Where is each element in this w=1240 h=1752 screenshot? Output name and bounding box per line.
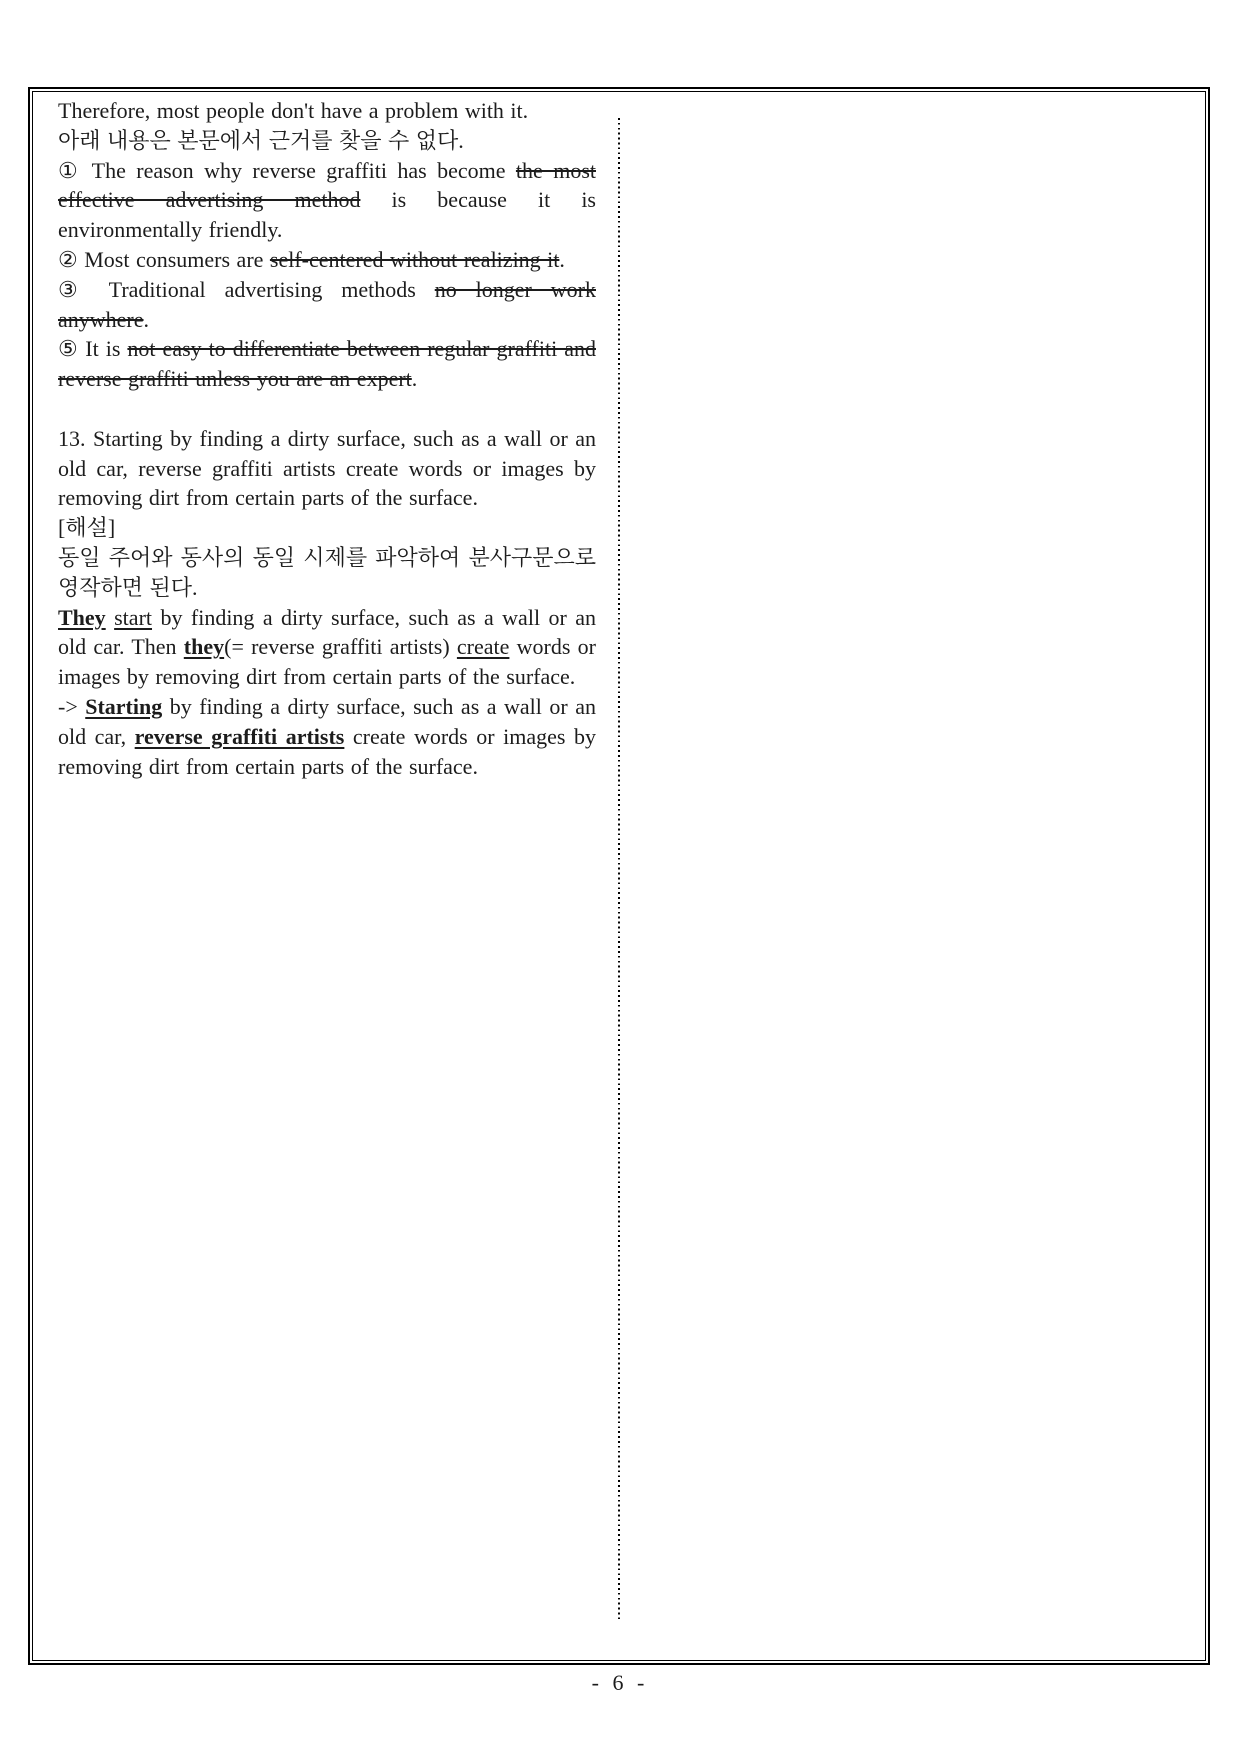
text-run: Therefore, most people don't have a problem with it. — [58, 98, 529, 123]
struck-text: no longer work anywhere — [58, 276, 596, 332]
page-number: - 6 - — [591, 1670, 649, 1695]
paragraph — [58, 692, 596, 781]
text-run: ⑤ It is — [58, 336, 128, 362]
paragraph — [58, 96, 596, 126]
underlined-text: they — [183, 634, 225, 660]
text-run: by finding a dirty surface, such as a wall or an old car, — [58, 693, 596, 749]
paragraph — [58, 334, 596, 394]
text-run: ② Most consumers are — [58, 246, 270, 272]
left-column — [58, 96, 596, 781]
paragraph — [58, 424, 596, 513]
underlined-text: reverse graffiti artists — [134, 723, 345, 749]
right-column-empty — [640, 96, 1192, 1616]
struck-text: not easy to differentiate between regular graffiti and reverse graffiti unless you are an expert — [58, 336, 596, 392]
text-run: . — [411, 366, 418, 392]
text-run: [해설] — [58, 515, 116, 541]
text-run: 동일 주어와 동사의 동일 시제를 파악하여 분사구문으로 영작하면 된다. — [58, 544, 596, 600]
text-run: (= reverse graffiti artists) — [224, 634, 457, 660]
struck-text: the most effective advertising method — [58, 157, 596, 213]
column-divider-dotted-line — [618, 118, 620, 1620]
text-run: ① The reason why reverse graffiti has become — [58, 157, 516, 183]
text-run — [106, 605, 114, 630]
paragraph — [58, 126, 596, 156]
paragraph — [58, 156, 596, 245]
underlined-text: start — [114, 604, 153, 630]
text-run: . — [143, 306, 150, 332]
text-run: words or images by removing dirt from certain parts of the surface. — [58, 634, 596, 690]
text-run: ③ Traditional advertising methods — [58, 276, 435, 302]
text-run: by finding a dirty surface, such as a wall or an old car. Then — [58, 604, 597, 660]
paragraph — [58, 603, 596, 692]
underlined-text: They — [58, 604, 106, 630]
underlined-text: Starting — [85, 693, 163, 719]
text-run: 아래 내용은 본문에서 근거를 찾을 수 없다. — [58, 127, 464, 153]
paragraph — [58, 543, 596, 603]
text-run: create words or images by removing dirt from certain parts of the surface. — [58, 723, 596, 779]
text-run: is because it is environmentally friendly. — [58, 187, 596, 243]
text-run: . — [559, 246, 565, 272]
text-run: -> — [58, 693, 86, 719]
underlined-text: create — [456, 634, 510, 660]
struck-text: self-centered without realizing it — [269, 246, 560, 272]
blank-line — [58, 394, 596, 424]
text-run: 13. Starting by finding a dirty surface, such as a wall or an old car, reverse graffiti artists create words or images by removing dirt from certain parts of the surface. — [58, 425, 596, 511]
paragraph — [58, 245, 596, 275]
paragraph — [58, 513, 596, 543]
paragraph — [58, 275, 596, 335]
